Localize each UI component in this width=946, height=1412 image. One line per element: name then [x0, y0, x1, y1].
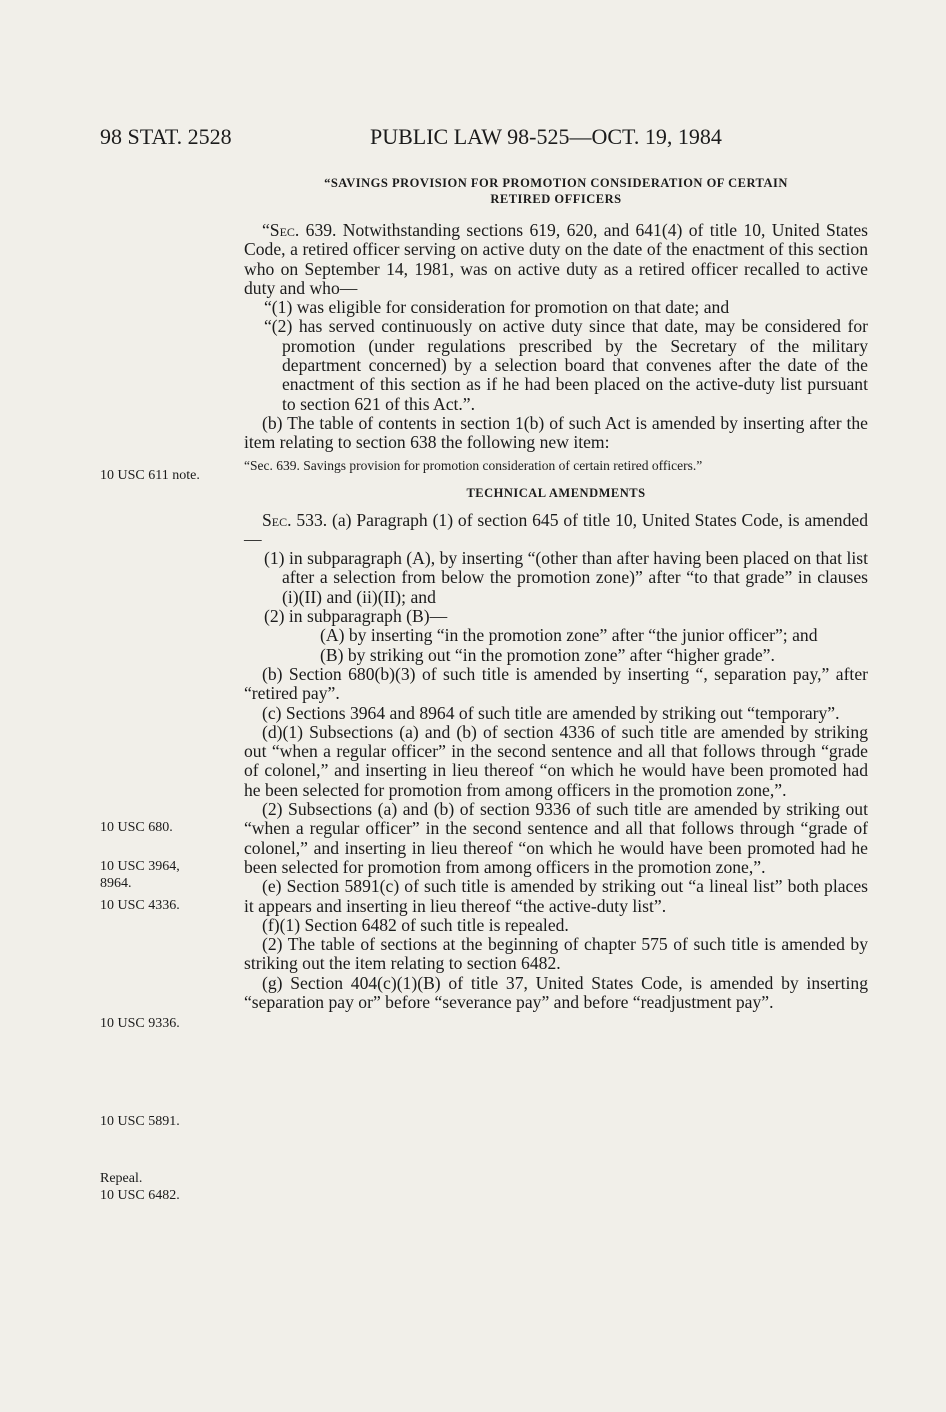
item-2b: (B) by striking out “in the promotion zone” after “higher grade”.	[320, 644, 775, 665]
margin-note: 10 USC 611 note.	[100, 468, 200, 483]
paragraph-b: (b) Section 680(b)(3) of such title is amended by inserting “, separation pay,” after “retired pay”.	[244, 663, 868, 704]
paragraph-g: (g) Section 404(c)(1)(B) of title 37, United States Code, is amended by inserting “separation pay or” before “severance pay” and before “readjustment pay”.	[244, 972, 868, 1012]
toc-item: “Sec. 639. Savings provision for promotion consideration of certain retired officers.”	[244, 457, 703, 473]
margin-note-line: 8964.	[100, 876, 132, 891]
sec-label: Sec.	[262, 509, 292, 530]
paragraph-d2: (2) Subsections (a) and (b) of section 9336 of such title are amended by striking out “when a regular officer” in the second sentence and all that follows through “grade of colonel,” and inserting in lieu thereof “on which he would have been promoted had he been selected for promotion from among officers in the promotion zone,”.	[244, 799, 868, 877]
sec-label: “Sec.	[262, 220, 300, 240]
item-2: (2) in subparagraph (B)—	[264, 606, 448, 627]
main-text	[244, 175, 868, 1012]
margin-note	[100, 1170, 240, 1204]
stat-page-number: 98 STAT. 2528	[100, 124, 232, 149]
section-639-heading	[244, 175, 868, 207]
margin-note: 10 USC 4336.	[100, 898, 180, 913]
paragraph-b: (b) The table of contents in section 1(b) of such Act is amended by inserting after the item relating to section 638 the following new item:	[244, 412, 868, 453]
heading-line: “SAVINGS PROVISION FOR PROMOTION CONSIDERATION OF CERTAIN	[324, 176, 788, 190]
item-1: (1) in subparagraph (A), by inserting “(other than after having been placed on that list after a selection from below the promotion zone)” after “to that grade” in clauses (i)(II) and (ii)(II); and	[264, 548, 868, 607]
sec-intro-text: 639. Notwithstanding sections 619, 620, and 641(4) of title 10, United States Code, a retired officer serving on active duty on the date of the enactment of this section who on September 14, 1981, was on active duty as a retired officer recalled to active duty and who—	[244, 220, 868, 298]
paragraph-f1: (f)(1) Section 6482 of such title is repealed.	[262, 914, 569, 935]
item-2a: (A) by inserting “in the promotion zone” after “the junior officer”; and	[320, 625, 818, 646]
page-header	[100, 124, 870, 150]
paragraph-c: (c) Sections 3964 and 8964 of such title are amended by striking out “temporary”.	[262, 702, 840, 723]
paragraph-d1: (d)(1) Subsections (a) and (b) of section 4336 of such title are amended by striking out “when a regular officer” in the second sentence and all that follows through “grade of colonel,” and inserting in lieu thereof “on which he would have been promoted had he been selected for promotion from among officers in the promotion zone,”.	[244, 721, 868, 800]
technical-amendments-heading: TECHNICAL AMENDMENTS	[466, 485, 646, 500]
paragraph-e: (e) Section 5891(c) of such title is amended by striking out “a lineal list” both places it appears and inserting in lieu thereof “the active-duty list”.	[244, 876, 868, 916]
margin-note: 10 USC 680.	[100, 820, 173, 835]
margin-note: 10 USC 5891.	[100, 1114, 180, 1129]
sec-intro-text: 533. (a) Paragraph (1) of section 645 of title 10, United States Code, is amended—	[244, 509, 868, 549]
section-639-intro	[244, 221, 868, 298]
margin-note-line: Repeal.	[100, 1171, 143, 1186]
clause-2: “(2) has served continuously on active duty since that date, may be considered for promotion (under regulations prescribed by the Secretary of the military department concerned) by a selection board that convenes after the date of the enactment of this section as if he had been placed on the active-duty list pursuant to section 621 of this Act.”.	[264, 316, 868, 414]
section-533-intro	[244, 511, 868, 550]
heading-line: RETIRED OFFICERS	[490, 192, 622, 206]
margin-note: 10 USC 9336.	[100, 1016, 180, 1031]
margin-note-line: 10 USC 3964,	[100, 859, 180, 874]
law-title: PUBLIC LAW 98-525—OCT. 19, 1984	[370, 124, 722, 149]
paragraph-f2: (2) The table of sections at the beginning of chapter 575 of such title is amended by striking out the item relating to section 6482.	[244, 934, 868, 974]
margin-note-line: 10 USC 6482.	[100, 1188, 180, 1203]
margin-note	[100, 858, 240, 892]
clause-1: “(1) was eligible for consideration for promotion on that date; and	[264, 297, 730, 318]
